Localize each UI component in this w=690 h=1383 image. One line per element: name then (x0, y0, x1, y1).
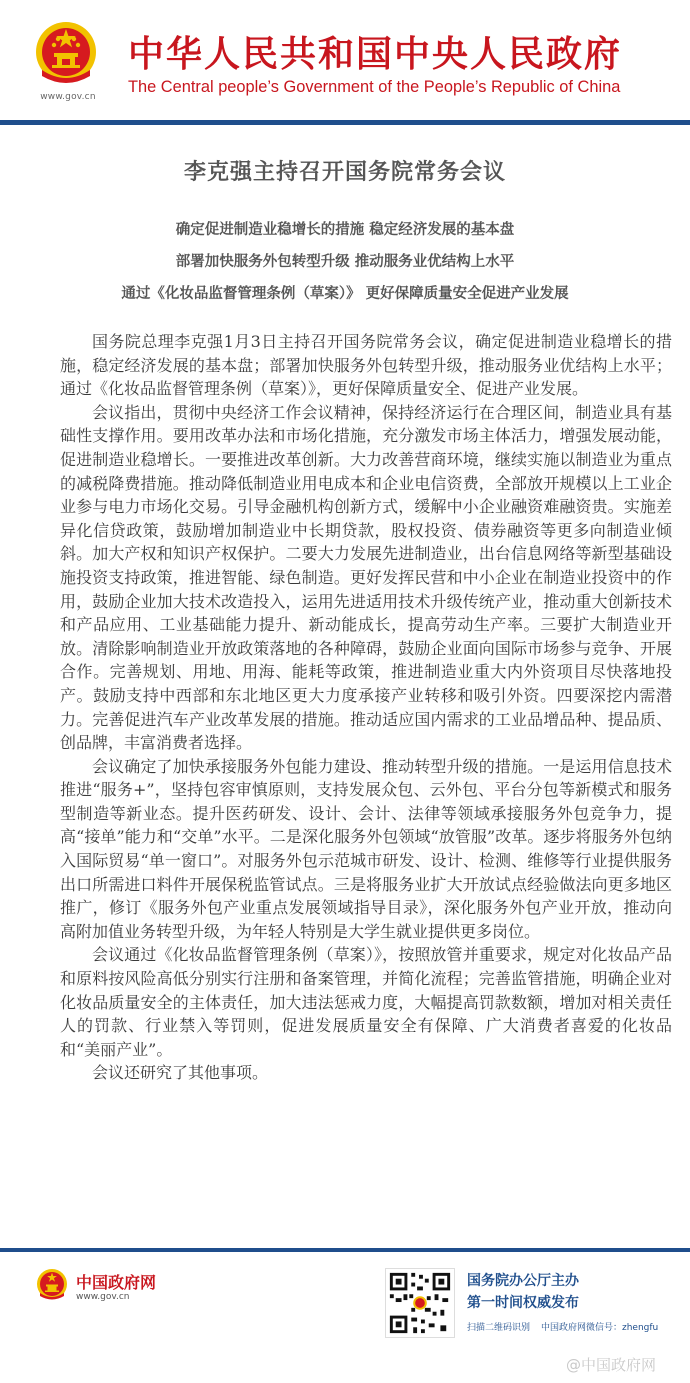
weibo-watermark: @中国政府网 (566, 1356, 657, 1374)
article-paragraph-4: 会议通过《化妆品监督管理条例（草案）》，按照放管并重要求，规定对化妆品产品和原料按风险高低分别实行注册和备案管理，并简化流程；完善监管措施，明确企业对化妆品质量安全的主体责任，加大违法惩戒力度，大幅提高罚款数额，增加对相关责任人的罚款、行业禁入等罚则，促进发展质量安全有保障、广大消费者喜爱的化妆品和“美丽产业”。 (60, 945, 672, 1059)
footer-promo-line-2: 第一时间权威发布 (467, 1295, 579, 1311)
page-header (0, 0, 690, 124)
qr-code-icon[interactable] (385, 1268, 455, 1338)
article-paragraph-2: 会议指出，贯彻中央经济工作会议精神，保持经济运行在合理区间，制造业具有基础性支撑作用。要用改革办法和市场化措施，充分激发市场主体活力，增强发展动能，促进制造业稳增长。一要推进改革创新。大力改善营商环境，继续实施以制造业为重点的减税降费措施。推动降低制造业用电成本和企业电信资费，全部放开规模以上工业企业参与电力市场化交易。引导金融机构创新方式，缓解中小企业融资难融资贵。实施差异化信贷政策，鼓励增加制造业中长期贷款，股权投资、债券融资等更多向制造业倾斜。加大产权和知识产权保护。二要大力发展先进制造业，出台信息网络等新型基础设施投资支持政策，推进智能、绿色制造。更好发挥民营和中小企业在制造业投资中的作用，鼓励企业加大技术改造投入，运用先进适用技术升级传统产业，推动重大创新技术和产品应用、工业基础能力提升、新动能成长，提高劳动生产率。三要扩大制造业开放。清除影响制造业开放政策落地的各种障碍，鼓励企业面向国际市场参与竞争、开展合作。完善规划、用地、用海、能耗等政策，推进制造业重大内外资项目尽快落地投产。鼓励支持中西部和东北地区更大力度承接产业转移和吸引外资。四要深挖内需潜力。完善促进汽车产业改革发展的措施。推动适应国内需求的工业品增品种、提品质、创品牌，丰富消费者选择。 (60, 402, 672, 753)
article-paragraph-1: 国务院总理李克强1月3日主持召开国务院常务会议，确定促进制造业稳增长的措施，稳定经济发展的基本盘；部署加快服务外包转型升级，推动服务业优结构上水平；通过《化妆品监督管理条例（草案）》，更好保障质量安全、促进产业发展。 (60, 332, 672, 399)
article-paragraph-5: 会议还研究了其他事项。 (92, 1063, 269, 1083)
footer-promo-line-1: 国务院办公厅主办 (467, 1273, 579, 1289)
header-site-url: www.gov.cn (40, 92, 96, 102)
national-emblem-icon (34, 20, 98, 88)
article-subtitle-1: 确定促进制造业稳增长的措施 稳定经济发展的基本盘 (175, 222, 515, 238)
article-paragraph-3: 会议确定了加快承接服务外包能力建设、推动转型升级的措施。一是运用信息技术推进“服务+”，坚持包容审慎原则，支持发展众包、云外包、平台分包等新模式和服务型制造等新业态。提升医药研发、设计、会计、法律等领域承接服务外包竞争力，提高“接单”能力和“交单”水平。二是深化服务外包领域“放管服”改革。逐步将服务外包纳入国际贸易“单一窗口”。对服务外包示范城市研发、设计、检测、维修等行业提供服务出口所需进口料件开展保税监管试点。三是将服务业扩大开放试点经验做法向更多地区推广，修订《服务外包产业重点发展领域指导目录》，深化服务外包产业开放，推动向高附加值业务转型升级，为年轻人特别是大学生就业提供更多岗位。 (60, 756, 672, 941)
article-body (60, 330, 672, 1085)
article-subtitle-2: 部署加快服务外包转型升级 推动服务业优结构上水平 (175, 254, 515, 270)
site-title-english: The Central people’s Government of the People’s Republic of China (128, 78, 621, 96)
header-divider (0, 120, 690, 125)
scan-qr-text: 扫描二维码识别 (467, 1323, 531, 1333)
footer-site-name: 中国政府网 (76, 1273, 157, 1292)
article-subtitle-3: 通过《化妆品监督管理条例（草案）》 更好保障质量安全促进产业发展 (121, 286, 569, 302)
footer-site-url: www.gov.cn (76, 1292, 130, 1302)
site-title-chinese: 中华人民共和国中央人民政府 (128, 34, 623, 75)
national-emblem-icon (36, 1268, 68, 1302)
article-title: 李克强主持召开国务院常务会议 (183, 160, 506, 185)
wechat-id-text: 中国政府网微信号：zhengfu (541, 1323, 659, 1333)
footer-divider (0, 1248, 690, 1252)
